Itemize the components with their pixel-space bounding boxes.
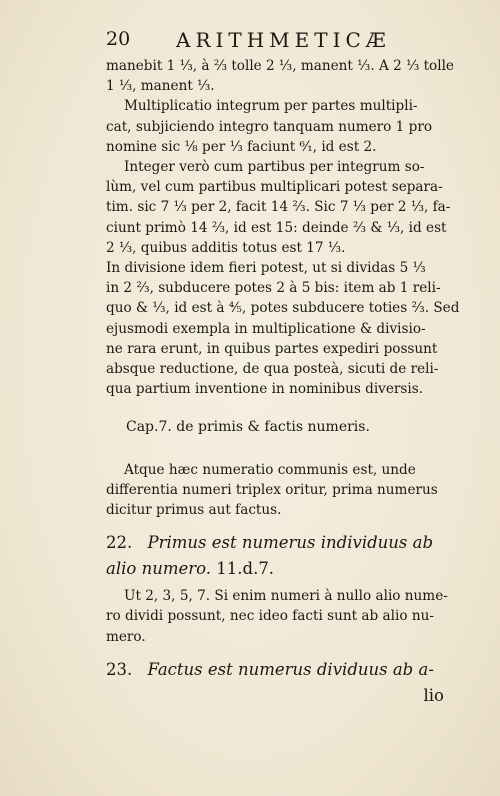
chapter-heading: Cap.7. de primis & factis numeris. xyxy=(126,419,370,436)
text-line: 1 ⅓, manent ⅓. xyxy=(106,78,215,95)
example-22 xyxy=(106,586,460,647)
running-title: ARITHMETICÆ xyxy=(176,28,391,52)
text-line: Multiplicatio integrum per partes multipli- xyxy=(124,98,418,115)
text-line: dicitur primus aut factus. xyxy=(106,502,282,519)
text-line: manebit 1 ⅓, à ⅔ tolle 2 ⅓, manent ⅓. A 2 ⅓ tolle xyxy=(106,58,454,74)
definition-line xyxy=(106,657,460,683)
text-line: nomine sic ⅛ per ⅓ faciunt ⁶⁄₁, id est 2. xyxy=(106,138,377,155)
definition-number: 22. xyxy=(106,533,133,553)
definition-text: Primus est numerus individuus ab xyxy=(147,533,434,553)
paragraph-multiplication xyxy=(106,96,460,157)
definition-text: alio numero. xyxy=(106,559,212,579)
text-line: Ut 2, 3, 5, 7. Si enim numeri à nullo alio nume- xyxy=(124,588,448,605)
paragraph-integer xyxy=(106,157,460,258)
catchword: lio xyxy=(423,685,444,705)
paragraph-division xyxy=(106,258,460,399)
definition-number: 23. xyxy=(106,659,133,679)
definition-line xyxy=(106,530,460,556)
text-line: mero. xyxy=(106,628,146,645)
text-line: qua partium inventione in nominibus diversis. xyxy=(106,381,424,398)
text-line: Atque hæc numeratio communis est, unde xyxy=(124,461,416,478)
text-line: ro dividi possunt, nec ideo facti sunt ab alio nu- xyxy=(106,608,434,625)
text-line: cat, subjiciendo integro tanquam numero 1 pro xyxy=(106,118,432,135)
text-line: In divisione idem fieri potest, ut si dividas 5 ⅓ xyxy=(106,260,426,277)
body-text xyxy=(106,56,460,709)
definition-23 xyxy=(106,657,460,709)
text-line: absque reductione, de qua posteà, sicuti de reli- xyxy=(106,361,439,378)
text-line: ne rara erunt, in quibus partes expediri possunt xyxy=(106,340,438,357)
text-line: 2 ⅓, quibus additis totus est 17 ⅓. xyxy=(106,239,346,256)
definition-text: Factus est numerus dividuus ab a- xyxy=(147,659,434,679)
text-line: tim. sic 7 ⅓ per 2, facit 14 ⅔. Sic 7 ⅓ per 2 ⅓, fa- xyxy=(106,199,451,216)
definition-reference: 11.d.7. xyxy=(216,559,275,579)
text-line: ciunt primò 14 ⅔, id est 15: deinde ⅔ & ⅓, id est xyxy=(106,219,447,236)
paragraph-subtraction xyxy=(106,56,460,96)
text-line: in 2 ⅔, subducere potes 2 à 5 bis: item ab 1 reli- xyxy=(106,280,441,297)
page-number: 20 xyxy=(106,28,131,50)
page-header xyxy=(106,28,466,54)
text-line: quo & ⅓, id est à ⅘, potes subducere toties ⅔. Sed xyxy=(106,300,460,317)
text-line: Integer verò cum partibus per integrum so- xyxy=(124,159,425,176)
paragraph-intro xyxy=(106,460,460,521)
text-line: ejusmodi exempla in multiplicatione & divisio- xyxy=(106,320,426,337)
definition-line xyxy=(106,556,460,582)
definition-22 xyxy=(106,530,460,582)
text-line: lùm, vel cum partibus multiplicari potest separa- xyxy=(106,179,443,196)
text-line: differentia numeri triplex oritur, prima numerus xyxy=(106,481,438,498)
